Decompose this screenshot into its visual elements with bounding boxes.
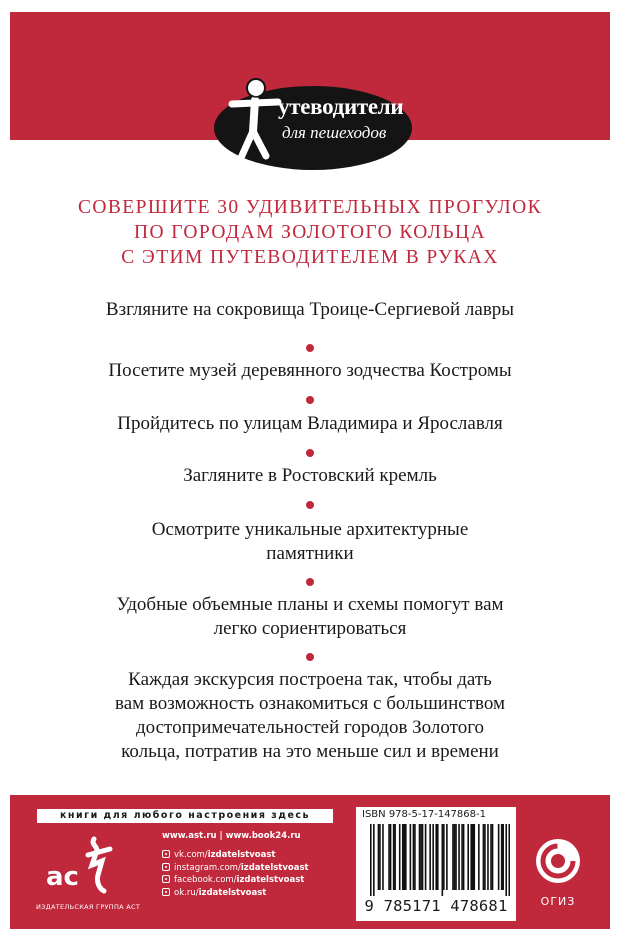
headline xyxy=(10,195,610,270)
headline-line: ПО ГОРОДАМ ЗОЛОТОГО КОЛЬЦА xyxy=(134,222,486,243)
ast-logo-icon xyxy=(44,835,118,895)
isbn-number: ISBN 978-5-17-147868-1 xyxy=(362,809,486,820)
barcode-bar xyxy=(487,824,489,890)
barcode-bar xyxy=(473,824,475,890)
barcode-bar xyxy=(435,824,437,890)
barcode-bar xyxy=(452,824,454,890)
barcode-bar xyxy=(379,824,381,890)
logo-subtitle: для пешеходов xyxy=(282,123,387,142)
social-prefix: vk.com/ xyxy=(174,850,208,860)
barcode-bar xyxy=(373,824,375,896)
headline-line: СОВЕРШИТЕ 30 УДИВИТЕЛЬНЫХ ПРОГУЛОК xyxy=(77,197,543,218)
barcode-bar xyxy=(370,824,372,896)
barcode-bar xyxy=(498,824,500,890)
barcode-bar xyxy=(478,824,480,890)
bottom-red-band xyxy=(10,795,610,929)
website-links[interactable]: www.ast.ru | www.book24.ru xyxy=(162,831,301,841)
social-link-ok[interactable] xyxy=(162,887,309,900)
social-link-vk[interactable] xyxy=(162,849,309,862)
feature-line: Каждая экскурсия построена так, чтобы дать xyxy=(128,669,492,690)
barcode-bar xyxy=(422,824,424,890)
barcode-bar xyxy=(492,824,494,890)
barcode-bar xyxy=(446,824,448,890)
barcode-bar xyxy=(429,824,431,890)
barcode-digits: 9 785171 478681 xyxy=(364,897,508,915)
tagline-strip: книги для любого настроения здесь xyxy=(37,809,333,823)
feature-line: Загляните в Ростовский кремль xyxy=(183,465,437,486)
barcode-bar xyxy=(508,824,510,896)
bullet-separator-dot xyxy=(306,449,314,457)
bullet-separator-dot xyxy=(306,653,314,661)
barcode-bar xyxy=(403,824,405,890)
feature-item xyxy=(10,464,610,488)
social-handle: izdatelstvoast xyxy=(207,850,276,860)
barcode-bar xyxy=(425,824,427,890)
barcode-bar xyxy=(458,824,460,890)
barcode-bar xyxy=(470,824,472,890)
bullet-separator-dot xyxy=(306,396,314,404)
facebook-icon xyxy=(162,875,170,883)
ogiz-logo-icon xyxy=(534,837,582,885)
barcode-bar xyxy=(388,824,390,890)
feature-line: кольца, потратив на это меньше сил и времени xyxy=(121,741,499,762)
barcode-bar xyxy=(502,824,504,890)
social-prefix: ok.ru/ xyxy=(174,887,199,898)
barcode-bar xyxy=(405,824,407,890)
feature-line: Посетите музей деревянного зодчества Костромы xyxy=(108,360,512,381)
social-prefix: instagram.com/ xyxy=(174,862,241,873)
social-link-instagram[interactable] xyxy=(162,862,309,875)
bullet-separator-dot xyxy=(306,344,314,352)
barcode-bar xyxy=(455,824,457,890)
barcode-bar xyxy=(402,824,404,890)
social-handle: izdatelstvoast xyxy=(198,887,267,898)
bullet-separator-dot xyxy=(306,501,314,509)
walking-figure-icon xyxy=(226,76,282,168)
barcode-bar xyxy=(461,824,463,890)
feature-line: Удобные объемные планы и схемы помогут вам xyxy=(116,594,504,615)
ok-icon xyxy=(162,888,170,896)
feature-line: Пройдитесь по улицам Владимира и Ярославля xyxy=(117,413,503,434)
feature-line: Осмотрите уникальные архитектурные xyxy=(151,519,469,540)
feature-item xyxy=(10,593,610,641)
barcode-bar xyxy=(414,824,416,890)
barcode-bar xyxy=(394,824,396,890)
barcode-bar xyxy=(505,824,507,896)
vk-icon xyxy=(162,850,170,858)
barcode-bar xyxy=(490,824,492,890)
barcode-bar xyxy=(472,824,474,890)
feature-item xyxy=(10,359,610,383)
barcode-bar xyxy=(483,824,485,890)
barcode-bar xyxy=(467,824,469,890)
barcode-bar xyxy=(399,824,401,890)
barcode-bar xyxy=(419,824,421,890)
feature-line: достопримечательностей городов Золотого xyxy=(135,717,485,738)
social-handle: izdatelstvoast xyxy=(240,862,309,873)
ogiz-label: ОГИЗ xyxy=(540,895,576,908)
publisher-group-label: ИЗДАТЕЛЬСКАЯ ГРУППА АСТ xyxy=(36,903,141,911)
series-logo xyxy=(208,76,412,172)
barcode-bar xyxy=(501,824,503,890)
barcode-bar xyxy=(454,824,456,890)
barcode-bar xyxy=(437,824,439,890)
social-links xyxy=(162,849,309,899)
social-link-facebook[interactable] xyxy=(162,874,309,887)
social-prefix: facebook.com/ xyxy=(174,875,237,885)
feature-item xyxy=(10,412,610,436)
barcode-bar xyxy=(378,824,380,890)
barcode-bar xyxy=(382,824,384,890)
headline-line: С ЭТИМ ПУТЕВОДИТЕЛЕМ В РУКАХ xyxy=(121,247,499,268)
bullet-separator-dot xyxy=(306,578,314,586)
logo-title: утеводители xyxy=(278,94,404,119)
ast-logo-letters: ас xyxy=(46,862,79,892)
feature-line: легко сориентироваться xyxy=(213,618,407,639)
barcode-bar xyxy=(432,824,434,890)
barcode-panel xyxy=(356,807,516,921)
feature-line: памятники xyxy=(266,543,354,564)
feature-item xyxy=(10,668,610,764)
barcode-icon xyxy=(370,824,510,896)
social-handle: izdatelstvoast xyxy=(236,875,305,885)
book-back-cover xyxy=(10,12,610,929)
feature-line: Взгляните на сокровища Троице-Сергиевой лавры xyxy=(105,299,515,320)
barcode-bar xyxy=(420,824,422,890)
barcode-bar xyxy=(393,824,395,890)
barcode-bar xyxy=(442,824,444,896)
barcode-bar xyxy=(413,824,415,890)
barcode-bar xyxy=(390,824,392,890)
barcode-bar xyxy=(410,824,412,890)
feature-line: вам возможность ознакомиться с большинством xyxy=(114,693,506,714)
instagram-icon xyxy=(162,863,170,871)
barcode-bar xyxy=(484,824,486,890)
feature-item xyxy=(10,518,610,566)
barcode-bar xyxy=(443,824,445,890)
barcode-bar xyxy=(463,824,465,890)
feature-item xyxy=(10,298,610,322)
